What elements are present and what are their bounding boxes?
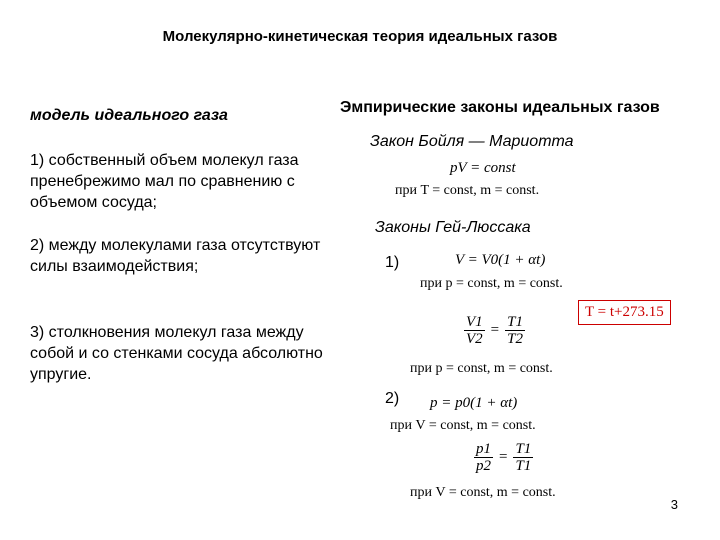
law2-number: 2)	[385, 390, 400, 407]
law1-ratio-condition: при p = const, m = const.	[410, 361, 553, 376]
law2-ratio-condition: при V = const, m = const.	[410, 485, 556, 500]
model-point-3: 3) столкновения молекул газа между собой и со стенками сосуда абсолютно упругие.	[30, 324, 323, 383]
law1-ratio-right-num: T1	[507, 314, 523, 330]
boyle-formula: pV = const	[450, 160, 516, 176]
law2-ratio-right	[513, 441, 533, 474]
law1-ratio-left-den: V2	[466, 331, 483, 347]
law2-ratio-left-den: p2	[476, 458, 491, 474]
law1-ratio-left	[464, 314, 485, 347]
boyle-condition: при T = const, m = const.	[395, 183, 540, 198]
law2-ratio-right-num: T1	[515, 441, 532, 457]
kelvin-conversion-box: T = t+273.15	[578, 300, 671, 325]
law2-ratio-left	[474, 441, 493, 474]
law2-ratio-right-den: T1	[515, 458, 532, 474]
law2-ratio-equals: =	[499, 449, 508, 465]
law1-ratio-equals: =	[490, 322, 500, 338]
law1-ratio-right-den: T2	[507, 331, 523, 347]
law2-condition: при V = const, m = const.	[390, 418, 536, 433]
empirical-laws-heading: Эмпирические законы идеальных газов	[340, 99, 660, 116]
model-point-1: 1) собственный объем молекул газа пренебрежимо мал по сравнению с объемом сосуда;	[30, 152, 299, 211]
model-point-2: 2) между молекулами газа отсутствуют силы взаимодействия;	[30, 237, 321, 275]
law1-ratio-right	[505, 314, 525, 347]
slide-title: Молекулярно-кинетическая теория идеальных газов	[162, 28, 558, 45]
law1-ratio-left-num: V1	[466, 314, 483, 330]
law1-condition: при p = const, m = const.	[420, 276, 563, 291]
law1-ratio	[462, 314, 527, 347]
law2-ratio-left-num: p1	[476, 441, 491, 457]
law2-ratio	[472, 441, 535, 474]
gay-lussac-laws-name: Законы Гей-Люссака	[375, 219, 531, 236]
law1-number: 1)	[385, 254, 400, 271]
law2-formula: p = p0(1 + αt)	[430, 395, 518, 411]
boyle-law-name: Закон Бойля — Мариотта	[370, 133, 574, 150]
law1-formula: V = V0(1 + αt)	[455, 252, 546, 268]
ideal-gas-model-heading: модель идеального газа	[30, 107, 228, 124]
page-number: 3	[670, 497, 678, 512]
